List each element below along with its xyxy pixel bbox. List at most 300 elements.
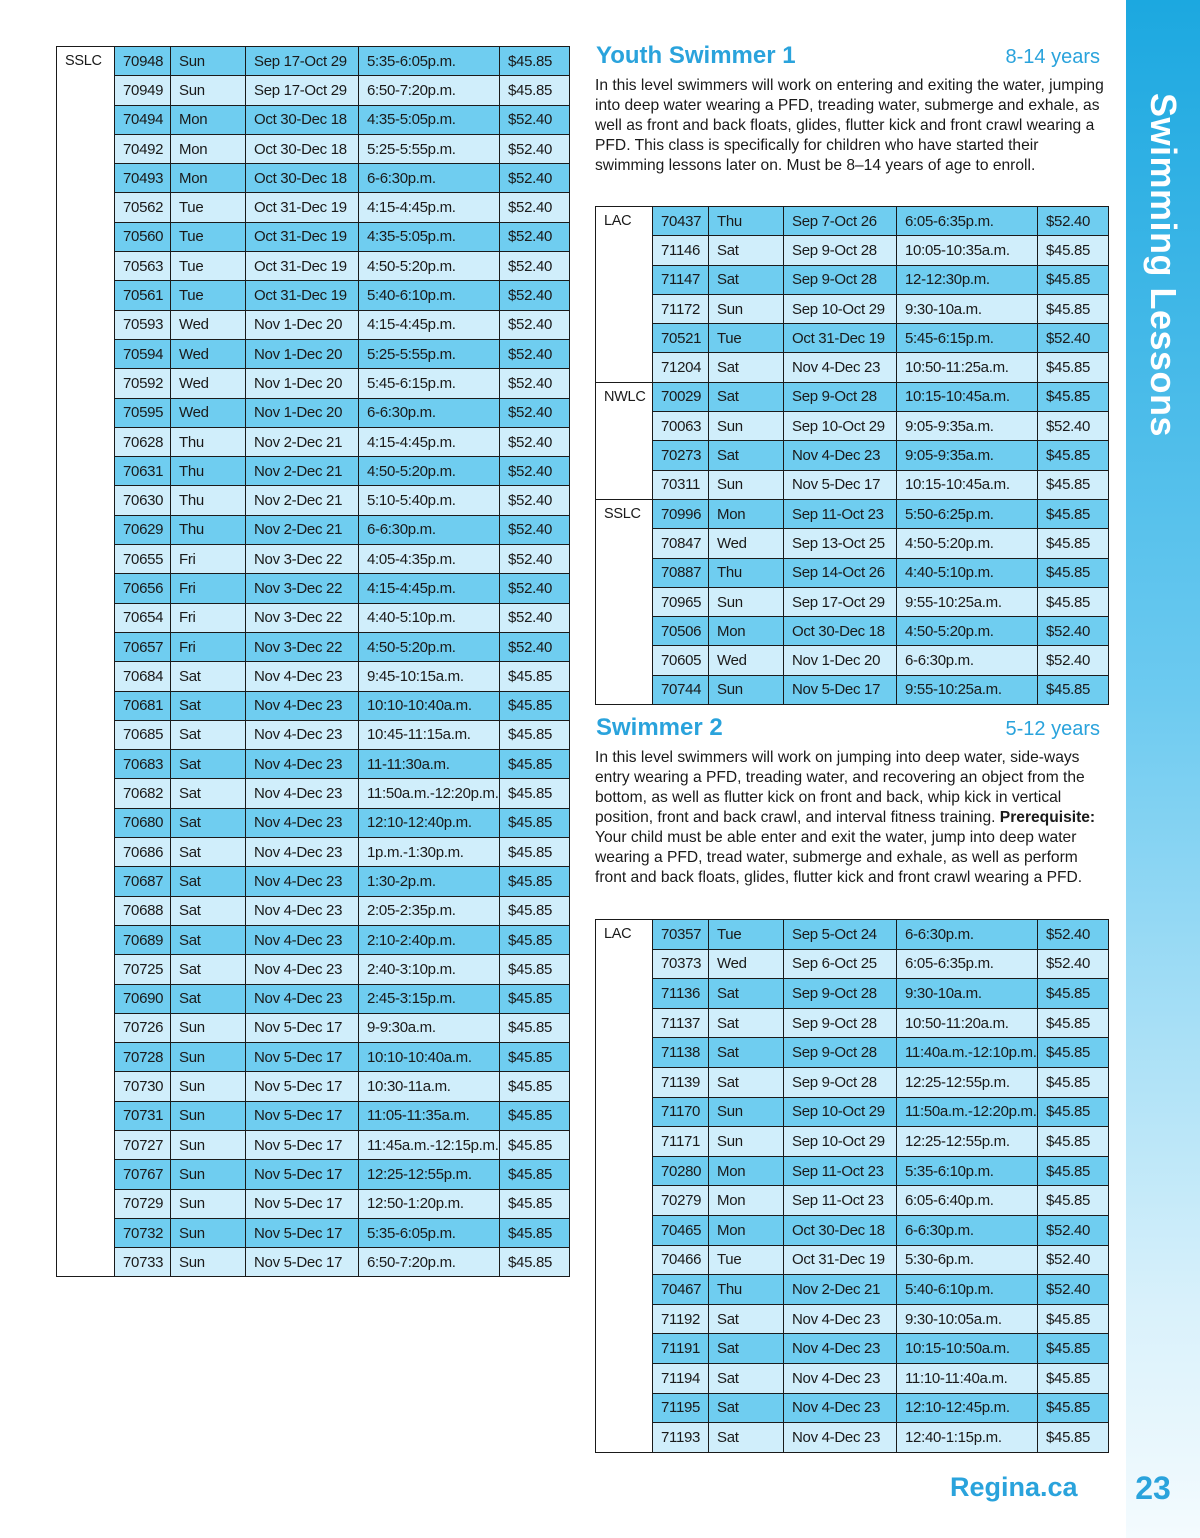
- table-row: [57, 427, 570, 456]
- price-cell: $45.85: [1038, 1304, 1109, 1334]
- table-row: [57, 574, 570, 603]
- time-cell: 11:50a.m.-12:20p.m.: [897, 1097, 1038, 1127]
- price-cell: $45.85: [1038, 1127, 1109, 1157]
- course-code-cell: 70687: [115, 867, 171, 896]
- day-cell: Sat: [709, 1363, 784, 1393]
- table-row: [596, 1215, 1109, 1245]
- table-row: [57, 164, 570, 193]
- date-range-cell: Nov 3-Dec 22: [246, 545, 359, 574]
- table-row: [57, 281, 570, 310]
- table-row: [57, 398, 570, 427]
- date-range-cell: Oct 30-Dec 18: [246, 164, 359, 193]
- table-row: [57, 925, 570, 954]
- time-cell: 4:50-5:20p.m.: [897, 529, 1038, 558]
- price-cell: $45.85: [500, 1130, 570, 1159]
- time-cell: 12:25-12:55p.m.: [897, 1067, 1038, 1097]
- time-cell: 12:25-12:55p.m.: [897, 1127, 1038, 1157]
- course-code-cell: 71192: [653, 1304, 709, 1334]
- schedule-table-swimmer-2: [595, 919, 1109, 1453]
- price-cell: $45.85: [500, 662, 570, 691]
- price-cell: $52.40: [500, 310, 570, 339]
- day-cell: Thu: [709, 558, 784, 587]
- section-heading-swimmer-2: [596, 714, 1100, 742]
- time-cell: 9-9:30a.m.: [359, 1013, 500, 1042]
- table-row: [57, 515, 570, 544]
- date-range-cell: Nov 4-Dec 23: [784, 441, 897, 470]
- course-code-cell: 70728: [115, 1043, 171, 1072]
- price-cell: $52.40: [500, 134, 570, 163]
- time-cell: 4:15-4:45p.m.: [359, 193, 500, 222]
- time-cell: 6:05-6:35p.m.: [897, 207, 1038, 236]
- day-cell: Sat: [709, 1393, 784, 1423]
- time-cell: 9:30-10a.m.: [897, 979, 1038, 1009]
- price-cell: $45.85: [500, 1072, 570, 1101]
- table-row: [596, 294, 1109, 323]
- price-cell: $45.85: [500, 779, 570, 808]
- course-code-cell: 70729: [115, 1189, 171, 1218]
- course-code-cell: 70506: [653, 617, 709, 646]
- date-range-cell: Nov 4-Dec 23: [246, 750, 359, 779]
- table-row: [57, 1013, 570, 1042]
- course-code-cell: 70279: [653, 1186, 709, 1216]
- price-cell: $45.85: [500, 955, 570, 984]
- time-cell: 6:50-7:20p.m.: [359, 1248, 500, 1277]
- table-row: [596, 236, 1109, 265]
- day-cell: Fri: [171, 632, 246, 661]
- location-cell: LAC: [596, 207, 653, 383]
- table-row: [57, 691, 570, 720]
- course-code-cell: 70656: [115, 574, 171, 603]
- date-range-cell: Nov 5-Dec 17: [246, 1130, 359, 1159]
- day-cell: Sun: [171, 76, 246, 105]
- date-range-cell: Sep 9-Oct 28: [784, 1067, 897, 1097]
- time-cell: 10:05-10:35a.m.: [897, 236, 1038, 265]
- location-cell: SSLC: [57, 47, 115, 1277]
- day-cell: Wed: [171, 339, 246, 368]
- date-range-cell: Nov 4-Dec 23: [784, 1423, 897, 1453]
- day-cell: Wed: [709, 949, 784, 979]
- price-cell: $52.40: [500, 339, 570, 368]
- table-row: [57, 1043, 570, 1072]
- date-range-cell: Sep 9-Oct 28: [784, 979, 897, 1009]
- time-cell: 5:35-6:05p.m.: [359, 1218, 500, 1247]
- day-cell: Sun: [171, 1130, 246, 1159]
- date-range-cell: Oct 30-Dec 18: [784, 1215, 897, 1245]
- price-cell: $52.40: [1038, 617, 1109, 646]
- course-code-cell: 71171: [653, 1127, 709, 1157]
- section-description: [595, 748, 1107, 888]
- price-cell: $45.85: [500, 47, 570, 76]
- time-cell: 2:05-2:35p.m.: [359, 896, 500, 925]
- day-cell: Sun: [709, 675, 784, 704]
- time-cell: 4:50-5:20p.m.: [359, 632, 500, 661]
- date-range-cell: Nov 5-Dec 17: [246, 1248, 359, 1277]
- day-cell: Sat: [171, 750, 246, 779]
- day-cell: Sun: [171, 1189, 246, 1218]
- price-cell: $45.85: [1038, 529, 1109, 558]
- time-cell: 6-6:30p.m.: [897, 1215, 1038, 1245]
- course-code-cell: 70280: [653, 1156, 709, 1186]
- price-cell: $45.85: [500, 1013, 570, 1042]
- price-cell: $52.40: [500, 193, 570, 222]
- price-cell: $52.40: [500, 369, 570, 398]
- location-cell: LAC: [596, 920, 653, 1453]
- table-row: [596, 1156, 1109, 1186]
- course-code-cell: 71138: [653, 1038, 709, 1068]
- day-cell: Sun: [171, 1160, 246, 1189]
- date-range-cell: Sep 13-Oct 25: [784, 529, 897, 558]
- time-cell: 5:35-6:10p.m.: [897, 1156, 1038, 1186]
- time-cell: 10:15-10:45a.m.: [897, 382, 1038, 411]
- course-code-cell: 70592: [115, 369, 171, 398]
- section-description: In this level swimmers will work on entering and exiting the water, jumping into deep water wearing a PFD, treading water, submerge and exhale, as well as front and back floats, glides, flutter kick and front crawl wearing a PFD. This class is specifically for children who have started their swimming lessons later on. Must be 8–14 years of age to enroll.: [595, 77, 1104, 174]
- table-row: [596, 470, 1109, 499]
- section-side-title: Swimming Lessons: [1143, 92, 1184, 438]
- course-code-cell: 70685: [115, 720, 171, 749]
- date-range-cell: Nov 4-Dec 23: [784, 1363, 897, 1393]
- date-range-cell: Nov 4-Dec 23: [784, 1334, 897, 1364]
- date-range-cell: Nov 5-Dec 17: [246, 1072, 359, 1101]
- price-cell: $45.85: [500, 1248, 570, 1277]
- course-code-cell: 71193: [653, 1423, 709, 1453]
- time-cell: 12:50-1:20p.m.: [359, 1189, 500, 1218]
- time-cell: 11:40a.m.-12:10p.m.: [897, 1038, 1038, 1068]
- time-cell: 2:45-3:15p.m.: [359, 984, 500, 1013]
- price-cell: $45.85: [500, 867, 570, 896]
- day-cell: Sat: [171, 691, 246, 720]
- day-cell: Sat: [709, 236, 784, 265]
- time-cell: 4:50-5:20p.m.: [897, 617, 1038, 646]
- table-row: [596, 587, 1109, 616]
- time-cell: 5:40-6:10p.m.: [897, 1275, 1038, 1305]
- price-cell: $52.40: [500, 515, 570, 544]
- time-cell: 9:45-10:15a.m.: [359, 662, 500, 691]
- course-code-cell: 70595: [115, 398, 171, 427]
- day-cell: Sun: [709, 412, 784, 441]
- age-range: 8-14 years: [1005, 46, 1100, 68]
- course-code-cell: 71137: [653, 1008, 709, 1038]
- table-row: [596, 1304, 1109, 1334]
- date-range-cell: Sep 17-Oct 29: [246, 76, 359, 105]
- price-cell: $45.85: [1038, 265, 1109, 294]
- time-cell: 5:10-5:40p.m.: [359, 486, 500, 515]
- table-row: [57, 838, 570, 867]
- time-cell: 10:15-10:45a.m.: [897, 470, 1038, 499]
- date-range-cell: Nov 1-Dec 20: [246, 398, 359, 427]
- table-row: [596, 1363, 1109, 1393]
- day-cell: Sat: [171, 720, 246, 749]
- course-code-cell: 70949: [115, 76, 171, 105]
- day-cell: Sat: [709, 1423, 784, 1453]
- course-code-cell: 70465: [653, 1215, 709, 1245]
- course-code-cell: 70593: [115, 310, 171, 339]
- time-cell: 4:15-4:45p.m.: [359, 574, 500, 603]
- table-row: [596, 1393, 1109, 1423]
- price-cell: $45.85: [500, 76, 570, 105]
- table-row: [57, 603, 570, 632]
- table-row: [596, 1067, 1109, 1097]
- table-row: [57, 545, 570, 574]
- price-cell: $45.85: [1038, 1097, 1109, 1127]
- price-cell: $45.85: [500, 1189, 570, 1218]
- time-cell: 10:50-11:20a.m.: [897, 1008, 1038, 1038]
- day-cell: Wed: [171, 310, 246, 339]
- date-range-cell: Sep 5-Oct 24: [784, 920, 897, 950]
- course-code-cell: 71172: [653, 294, 709, 323]
- date-range-cell: Oct 30-Dec 18: [246, 134, 359, 163]
- time-cell: 5:45-6:15p.m.: [359, 369, 500, 398]
- price-cell: $52.40: [500, 603, 570, 632]
- day-cell: Tue: [171, 222, 246, 251]
- time-cell: 10:50-11:25a.m.: [897, 353, 1038, 382]
- price-cell: $45.85: [1038, 353, 1109, 382]
- course-code-cell: 71191: [653, 1334, 709, 1364]
- date-range-cell: Nov 1-Dec 20: [246, 310, 359, 339]
- time-cell: 4:40-5:10p.m.: [359, 603, 500, 632]
- time-cell: 10:30-11a.m.: [359, 1072, 500, 1101]
- course-code-cell: 71170: [653, 1097, 709, 1127]
- table-row: [596, 1245, 1109, 1275]
- course-code-cell: 70560: [115, 222, 171, 251]
- day-cell: Thu: [171, 427, 246, 456]
- course-code-cell: 70373: [653, 949, 709, 979]
- price-cell: $45.85: [1038, 1393, 1109, 1423]
- location-cell: SSLC: [596, 499, 653, 704]
- date-range-cell: Sep 6-Oct 25: [784, 949, 897, 979]
- course-code-cell: 70683: [115, 750, 171, 779]
- price-cell: $45.85: [1038, 1008, 1109, 1038]
- day-cell: Sat: [709, 979, 784, 1009]
- price-cell: $52.40: [500, 545, 570, 574]
- time-cell: 5:25-5:55p.m.: [359, 339, 500, 368]
- day-cell: Mon: [709, 1186, 784, 1216]
- date-range-cell: Oct 31-Dec 19: [246, 222, 359, 251]
- time-cell: 11:05-11:35a.m.: [359, 1101, 500, 1130]
- day-cell: Tue: [171, 193, 246, 222]
- day-cell: Sat: [171, 867, 246, 896]
- schedule-table-continued: [56, 46, 570, 1277]
- website-link[interactable]: Regina.ca: [950, 1472, 1078, 1502]
- time-cell: 6:05-6:40p.m.: [897, 1186, 1038, 1216]
- course-code-cell: 70726: [115, 1013, 171, 1042]
- price-cell: $45.85: [500, 720, 570, 749]
- date-range-cell: Nov 4-Dec 23: [246, 720, 359, 749]
- course-code-cell: 70767: [115, 1160, 171, 1189]
- day-cell: Sat: [171, 838, 246, 867]
- course-code-cell: 70629: [115, 515, 171, 544]
- description-text: In this level swimmers will work on jumping into deep water, side-ways entry wearing a PFD, treading water, and recovering an object from the bottom, as well as flutter kick on front and back, whip kick in vertical position, front and back crawl, and interval fitness training.: [595, 749, 1085, 826]
- time-cell: 12:10-12:45p.m.: [897, 1393, 1038, 1423]
- course-code-cell: 70887: [653, 558, 709, 587]
- date-range-cell: Sep 7-Oct 26: [784, 207, 897, 236]
- table-row: [57, 47, 570, 76]
- price-cell: $45.85: [1038, 1156, 1109, 1186]
- course-code-cell: 70733: [115, 1248, 171, 1277]
- day-cell: Tue: [709, 920, 784, 950]
- price-cell: $45.85: [500, 750, 570, 779]
- price-cell: $52.40: [1038, 1215, 1109, 1245]
- price-cell: $52.40: [500, 164, 570, 193]
- course-code-cell: 70686: [115, 838, 171, 867]
- course-code-cell: 70732: [115, 1218, 171, 1247]
- course-code-cell: 71136: [653, 979, 709, 1009]
- time-cell: 1:30-2p.m.: [359, 867, 500, 896]
- course-code-cell: 70628: [115, 427, 171, 456]
- course-code-cell: 70494: [115, 105, 171, 134]
- table-row: [57, 369, 570, 398]
- price-cell: $45.85: [1038, 1038, 1109, 1068]
- price-cell: $45.85: [1038, 1186, 1109, 1216]
- course-code-cell: 70965: [653, 587, 709, 616]
- time-cell: 9:55-10:25a.m.: [897, 587, 1038, 616]
- price-cell: $52.40: [500, 486, 570, 515]
- time-cell: 2:40-3:10p.m.: [359, 955, 500, 984]
- table-row: [57, 955, 570, 984]
- date-range-cell: Nov 4-Dec 23: [246, 896, 359, 925]
- time-cell: 4:15-4:45p.m.: [359, 427, 500, 456]
- date-range-cell: Sep 10-Oct 29: [784, 1127, 897, 1157]
- date-range-cell: Sep 10-Oct 29: [784, 294, 897, 323]
- price-cell: $52.40: [1038, 1275, 1109, 1305]
- course-code-cell: 70273: [653, 441, 709, 470]
- price-cell: $45.85: [1038, 1363, 1109, 1393]
- course-code-cell: 70654: [115, 603, 171, 632]
- course-code-cell: 70682: [115, 779, 171, 808]
- price-cell: $52.40: [500, 398, 570, 427]
- time-cell: 12:25-12:55p.m.: [359, 1160, 500, 1189]
- price-cell: $45.85: [1038, 558, 1109, 587]
- table-row: [596, 1038, 1109, 1068]
- day-cell: Wed: [171, 369, 246, 398]
- date-range-cell: Nov 5-Dec 17: [784, 675, 897, 704]
- time-cell: 9:30-10a.m.: [897, 294, 1038, 323]
- time-cell: 6-6:30p.m.: [359, 515, 500, 544]
- date-range-cell: Nov 4-Dec 23: [246, 691, 359, 720]
- time-cell: 10:10-10:40a.m.: [359, 691, 500, 720]
- table-row: [57, 984, 570, 1013]
- date-range-cell: Nov 5-Dec 17: [246, 1218, 359, 1247]
- time-cell: 6-6:30p.m.: [359, 398, 500, 427]
- table-row: [596, 675, 1109, 704]
- time-cell: 9:05-9:35a.m.: [897, 441, 1038, 470]
- price-cell: $52.40: [1038, 949, 1109, 979]
- time-cell: 5:40-6:10p.m.: [359, 281, 500, 310]
- table-row: [57, 1160, 570, 1189]
- day-cell: Mon: [171, 105, 246, 134]
- day-cell: Sat: [171, 662, 246, 691]
- time-cell: 5:45-6:15p.m.: [897, 324, 1038, 353]
- price-cell: $52.40: [500, 574, 570, 603]
- date-range-cell: Nov 1-Dec 20: [246, 339, 359, 368]
- date-range-cell: Nov 4-Dec 23: [246, 808, 359, 837]
- day-cell: Tue: [709, 1245, 784, 1275]
- price-cell: $52.40: [1038, 324, 1109, 353]
- day-cell: Sat: [709, 1067, 784, 1097]
- price-cell: $45.85: [1038, 294, 1109, 323]
- date-range-cell: Nov 5-Dec 17: [246, 1101, 359, 1130]
- date-range-cell: Nov 5-Dec 17: [246, 1160, 359, 1189]
- price-cell: $45.85: [1038, 1423, 1109, 1453]
- table-row: [57, 1218, 570, 1247]
- table-row: [596, 441, 1109, 470]
- table-row: [596, 558, 1109, 587]
- date-range-cell: Oct 31-Dec 19: [246, 252, 359, 281]
- table-row: [596, 920, 1109, 950]
- day-cell: Sun: [709, 587, 784, 616]
- date-range-cell: Nov 4-Dec 23: [246, 662, 359, 691]
- date-range-cell: Nov 5-Dec 17: [784, 470, 897, 499]
- table-row: [596, 1275, 1109, 1305]
- day-cell: Mon: [171, 134, 246, 163]
- date-range-cell: Nov 5-Dec 17: [246, 1043, 359, 1072]
- price-cell: $45.85: [500, 896, 570, 925]
- day-cell: Fri: [171, 545, 246, 574]
- date-range-cell: Nov 2-Dec 21: [784, 1275, 897, 1305]
- time-cell: 4:50-5:20p.m.: [359, 252, 500, 281]
- time-cell: 6:50-7:20p.m.: [359, 76, 500, 105]
- day-cell: Mon: [709, 1215, 784, 1245]
- course-code-cell: 70688: [115, 896, 171, 925]
- date-range-cell: Nov 3-Dec 22: [246, 603, 359, 632]
- time-cell: 10:45-11:15a.m.: [359, 720, 500, 749]
- price-cell: $52.40: [1038, 412, 1109, 441]
- price-cell: $45.85: [500, 691, 570, 720]
- date-range-cell: Sep 17-Oct 29: [246, 47, 359, 76]
- course-code-cell: 70731: [115, 1101, 171, 1130]
- price-cell: $45.85: [1038, 441, 1109, 470]
- date-range-cell: Nov 4-Dec 23: [246, 838, 359, 867]
- price-cell: $45.85: [500, 808, 570, 837]
- date-range-cell: Oct 31-Dec 19: [246, 193, 359, 222]
- day-cell: Sat: [709, 1334, 784, 1364]
- day-cell: Sat: [709, 1038, 784, 1068]
- day-cell: Sun: [709, 1127, 784, 1157]
- date-range-cell: Sep 10-Oct 29: [784, 412, 897, 441]
- price-cell: $45.85: [1038, 587, 1109, 616]
- day-cell: Sat: [709, 1008, 784, 1038]
- day-cell: Wed: [171, 398, 246, 427]
- day-cell: Sat: [171, 808, 246, 837]
- table-row: [57, 808, 570, 837]
- course-code-cell: 71147: [653, 265, 709, 294]
- time-cell: 4:15-4:45p.m.: [359, 310, 500, 339]
- day-cell: Wed: [709, 646, 784, 675]
- course-code-cell: 70521: [653, 324, 709, 353]
- price-cell: $45.85: [500, 1101, 570, 1130]
- day-cell: Thu: [171, 486, 246, 515]
- time-cell: 4:35-5:05p.m.: [359, 222, 500, 251]
- day-cell: Mon: [709, 617, 784, 646]
- day-cell: Wed: [709, 529, 784, 558]
- date-range-cell: Nov 2-Dec 21: [246, 486, 359, 515]
- course-code-cell: 70996: [653, 499, 709, 528]
- schedule-table-youth-swimmer-1: [595, 206, 1109, 705]
- date-range-cell: Sep 9-Oct 28: [784, 382, 897, 411]
- day-cell: Tue: [171, 252, 246, 281]
- time-cell: 9:55-10:25a.m.: [897, 675, 1038, 704]
- page-number: 23: [1135, 1470, 1171, 1506]
- location-cell: NWLC: [596, 382, 653, 499]
- date-range-cell: Nov 4-Dec 23: [784, 1304, 897, 1334]
- day-cell: Mon: [709, 499, 784, 528]
- table-row: [596, 1423, 1109, 1453]
- price-cell: $45.85: [1038, 675, 1109, 704]
- course-code-cell: 70492: [115, 134, 171, 163]
- day-cell: Sat: [171, 955, 246, 984]
- price-cell: $45.85: [500, 984, 570, 1013]
- course-code-cell: 70680: [115, 808, 171, 837]
- schedule-body: [596, 920, 1109, 1453]
